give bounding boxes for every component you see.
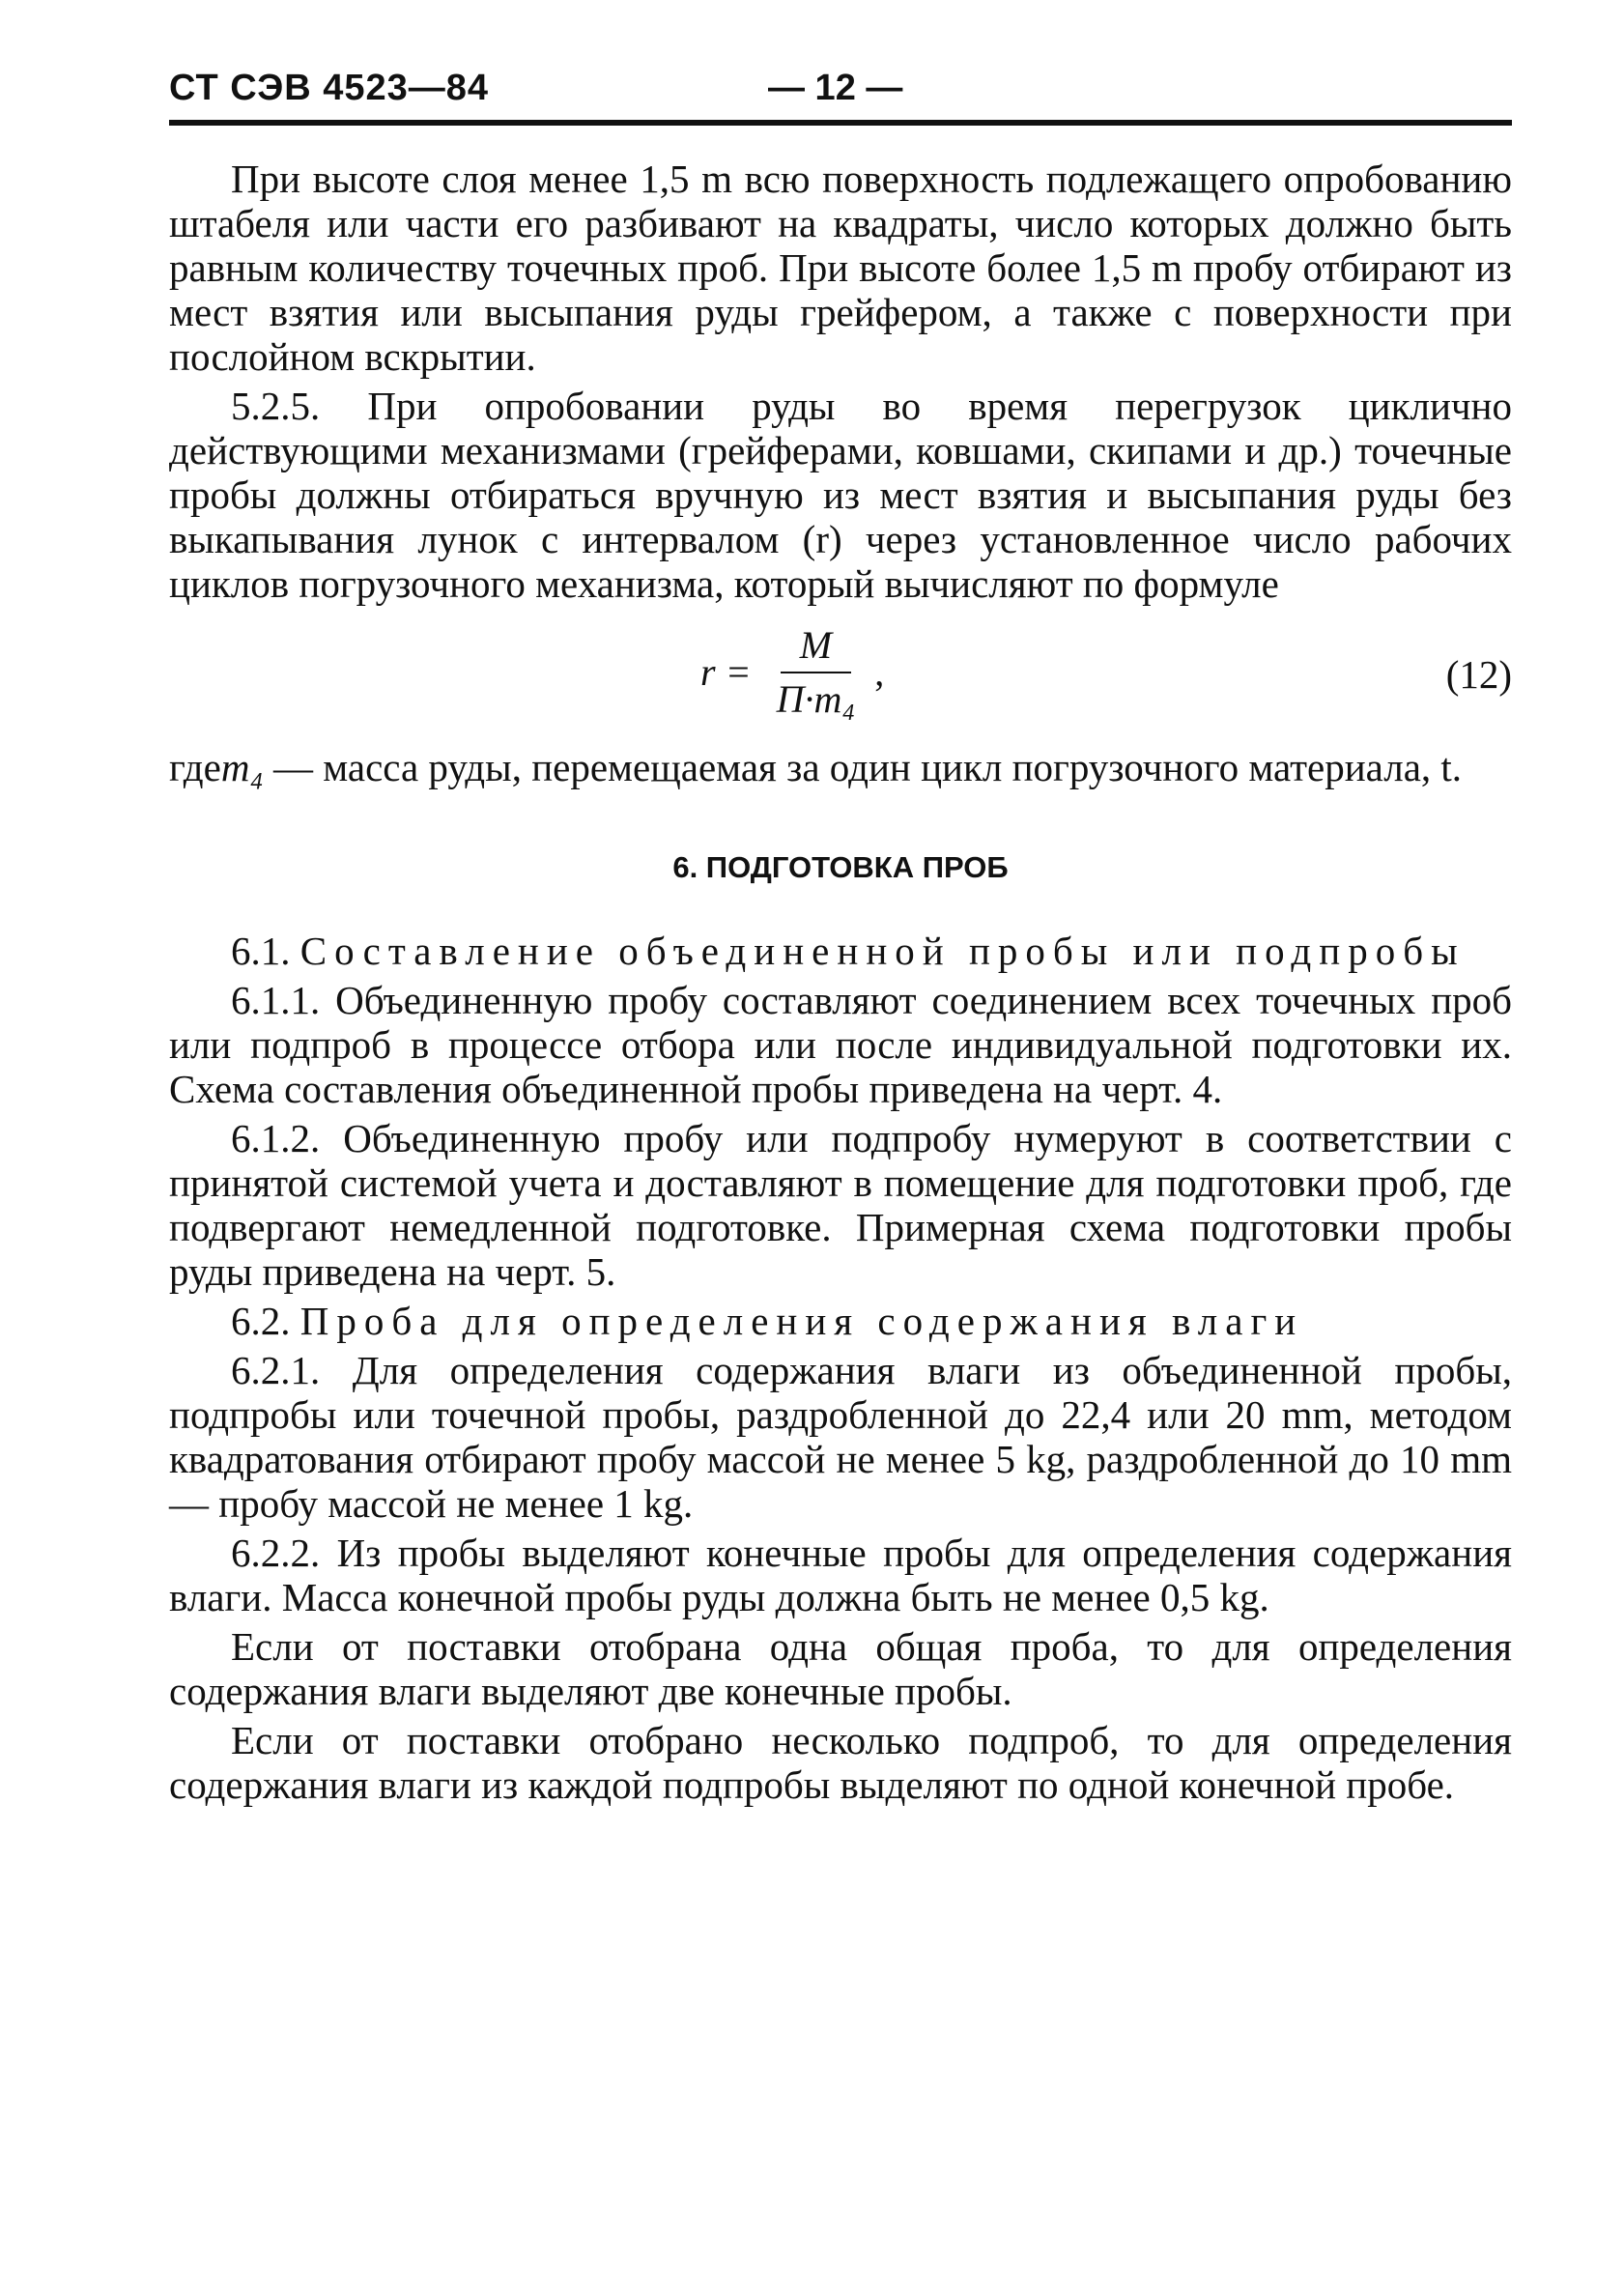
subsection-6-1-heading [169,929,1512,973]
formula-12 [169,623,1512,737]
paragraph-one-sample: Если от поставки отобрана одна общая проба, то для определения содержания влаги выделяют две конечные пробы. [169,1624,1512,1713]
formula-denominator: П·m₄ [776,677,856,721]
paragraph-layer-height: При высоте слоя менее 1,5 m всю поверхность подлежащего опробованию штабеля или части его разбивают на квадраты, число которых должно быть равным количеству точечных проб. При высоте более 1,5 m пробу отбирают из мест взятия или высыпания руды грейфером, а также с поверхности при послойном вскрытии. [169,157,1512,379]
standard-code: СТ СЭВ 4523—84 [169,68,490,108]
header-rule [169,120,1512,126]
body-text [169,157,1512,1812]
legend-description: масса руды, перемещаемая за один цикл погрузочного материала, t. [323,745,1463,789]
formula-expression [700,623,884,722]
paragraph-6-1-1: 6.1.1. Объединенную пробу составляют соединением всех точечных проб или подпроб в процессе отбора или после индивидуальной подготовки их. Схема составления объединенной пробы приведена на черт. 4. [169,978,1512,1111]
subsection-6-1-number: 6.1. [231,929,300,973]
formula-number: (12) [1445,652,1512,697]
subsection-6-2-heading [169,1299,1512,1343]
formula-lhs: r = [700,650,752,694]
legend-dash: — [263,745,324,789]
legend-symbol: m₄ [220,745,264,789]
paragraph-6-1-2: 6.1.2. Объединенную пробу или подпробу нумеруют в соответствии с принятой системой учета и доставляют в помещение для подготовки проб, где подвергают немедленной подготовке. Примерная схема подготовки пробы руды приведена на черт. 5. [169,1116,1512,1294]
formula-legend [169,745,1512,789]
formula-numerator: M [781,623,851,673]
paragraph-several-subsamples: Если от поставки отобрано несколько подпроб, то для определения содержания влаги из каждой подпробы выделяют по одной конечной пробе. [169,1718,1512,1807]
subsection-6-1-title: Составление объединенной пробы или подпробы [299,929,1466,973]
formula-trailing-comma: , [874,650,885,694]
legend-where: где [169,745,221,789]
paragraph-5-2-5: 5.2.5. При опробовании руды во время перегрузок циклично действующими механизмами (грейферами, ковшами, скипами и др.) точечные пробы должны отбираться вручную из мест взятия и высыпания руды без выкапывания лунок с интервалом (r) через установленное число рабочих циклов погрузочного механизма, который вычисляют по формуле [169,384,1512,606]
subsection-6-2-number: 6.2. [231,1299,300,1343]
page-header [169,56,1512,124]
paragraph-6-2-2: 6.2.2. Из пробы выделяют конечные пробы для определения содержания влаги. Масса конечной пробы руды должна быть не менее 0,5 kg. [169,1531,1512,1619]
paragraph-6-2-1: 6.2.1. Для определения содержания влаги из объединенной пробы, подпробы или точечной пробы, раздробленной до 22,4 или 20 mm, методом квадратования отбирают пробу массой не менее 5 kg, раздробленной до 10 mm — пробу массой не менее 1 kg. [169,1348,1512,1526]
section-title: 6. ПОДГОТОВКА ПРОБ [672,850,1009,884]
subsection-6-2-title: Проба для определения содержания влаги [299,1299,1304,1343]
formula-fraction [765,623,868,722]
page-number: — 12 — [768,68,903,108]
